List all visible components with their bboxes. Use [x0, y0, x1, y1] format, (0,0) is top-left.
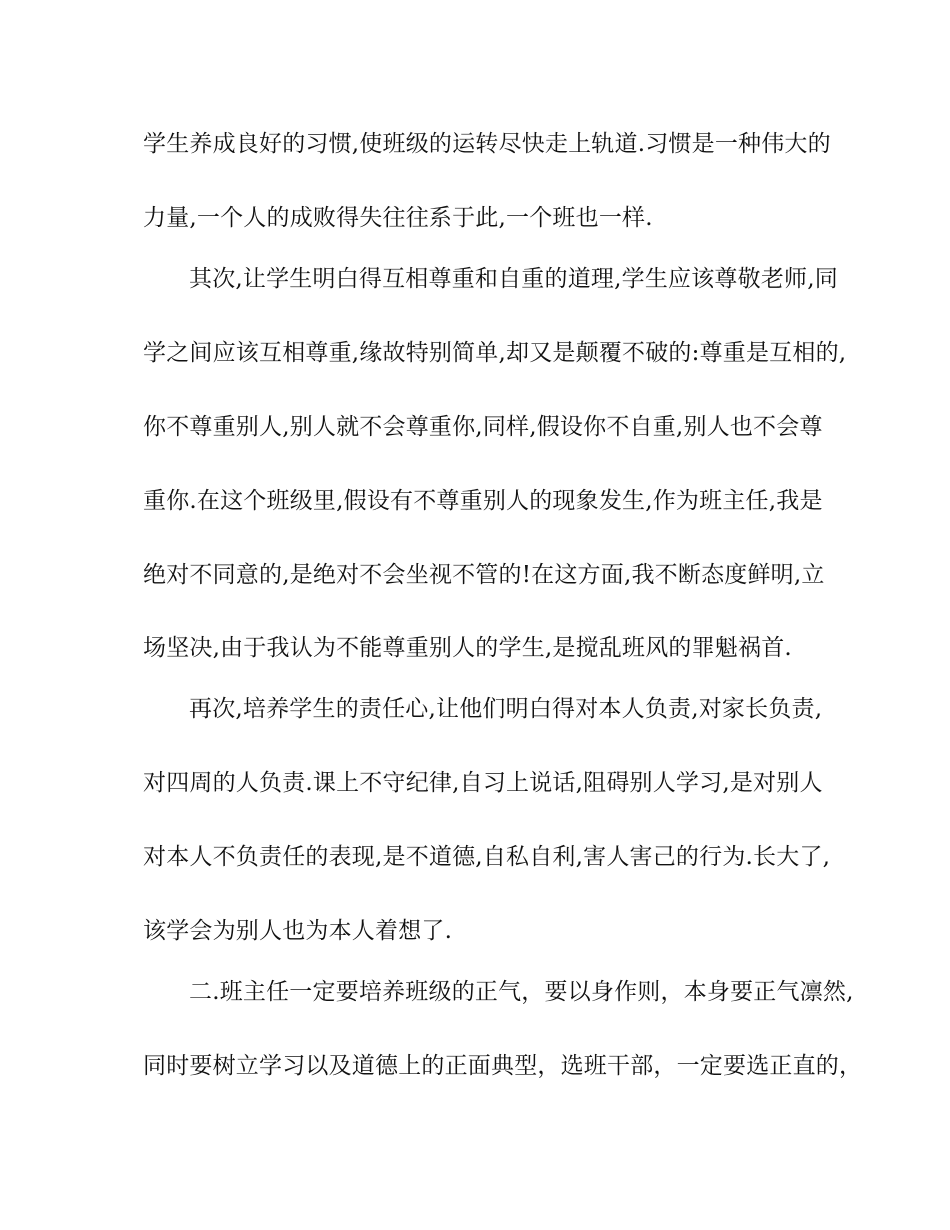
- text-line-4: 学之间应该互相尊重,缘故特别简单,却又是颠覆不破的:尊重是互相的,: [143, 340, 847, 366]
- text-line-13: 二.班主任一定要培养班级的正气，要以身作则，本身要正气凛然,: [189, 979, 854, 1005]
- text-line-12: 该学会为别人也为本人着想了.: [143, 918, 453, 944]
- text-line-8: 场坚决,由于我认为不能尊重别人的学生,是搅乱班风的罪魁祸首.: [143, 635, 792, 661]
- text-line-2: 力量,一个人的成败得失往往系于此,一个班也一样.: [143, 205, 653, 231]
- text-line-9: 再次,培养学生的责任心,让他们明白得对本人负责,对家长负责,: [189, 696, 823, 722]
- text-line-14: 同时要树立学习以及道德上的正面典型，选班干部，一定要选正直的，: [143, 1053, 863, 1079]
- text-line-10: 对四周的人负责.课上不守纪律,自习上说话,阻碍别人学习,是对别人: [143, 770, 823, 796]
- text-line-6: 重你.在这个班级里,假设有不尊重别人的现象发生,作为班主任,我是: [143, 488, 823, 514]
- text-line-1: 学生养成良好的习惯,使班级的运转尽快走上轨道.习惯是一种伟大的: [143, 131, 831, 157]
- text-line-11: 对本人不负责任的表现,是不道德,自私自利,害人害己的行为.长大了,: [143, 844, 831, 870]
- text-line-5: 你不尊重别人,别人就不会尊重你,同样,假设你不自重,别人也不会尊: [143, 414, 823, 440]
- text-line-7: 绝对不同意的,是绝对不会坐视不管的!在这方面,我不断态度鲜明,立: [143, 562, 825, 588]
- text-line-3: 其次,让学生明白得互相尊重和自重的道理,学生应该尊敬老师,同: [189, 266, 838, 292]
